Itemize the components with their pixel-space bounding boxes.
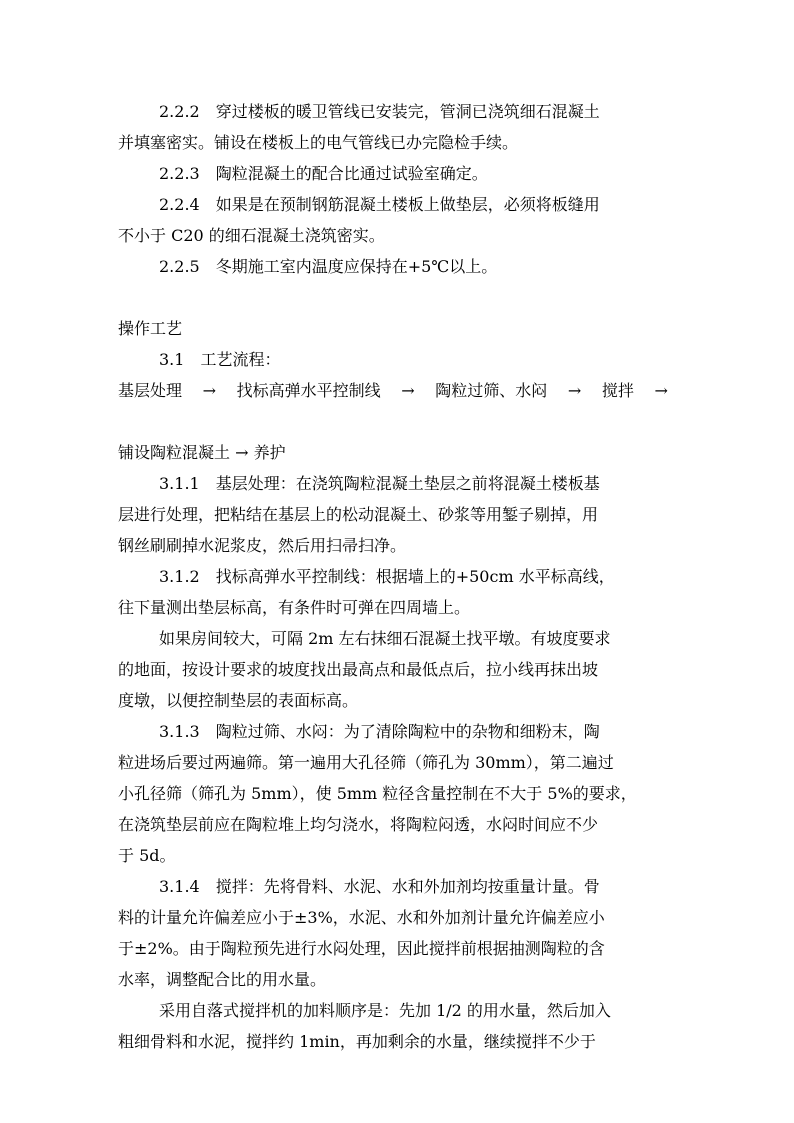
text-line: 3.1.1 基层处理：在浇筑陶粒混凝土垫层之前将混凝土楼板基 <box>159 474 600 493</box>
document-page <box>118 96 686 1057</box>
text-line: 钢丝刷刷掉水泥浆皮，然后用扫帚扫净。 <box>118 536 407 555</box>
text-line: 小孔径筛（筛孔为 5mm），使 5mm 粒径含量控制在不大于 5%的要求， <box>118 784 637 803</box>
text-line: 不小于 C20 的细石混凝土浇筑密实。 <box>118 226 385 245</box>
text-line: 在浇筑垫层前应在陶粒堆上均匀浇水，将陶粒闷透，水闷时间应不少 <box>118 815 599 834</box>
text-line: 2.2.4 如果是在预制钢筋混凝土楼板上做垫层，必须将板缝用 <box>159 195 600 214</box>
section-heading: 操作工艺 <box>118 319 183 338</box>
flow-step: 基层处理 <box>118 381 183 400</box>
text-line: 层进行处理，把粘结在基层上的松动混凝土、砂浆等用錾子剔掉，用 <box>118 505 599 524</box>
text-line: 3.1.3 陶粒过筛、水闷：为了清除陶粒中的杂物和细粉末，陶 <box>159 722 600 741</box>
flow-step: 找标高弹水平控制线 <box>236 381 381 400</box>
text-line: 采用自落式搅拌机的加料顺序是：先加 1/2 的用水量，然后加入 <box>159 1001 611 1020</box>
text-line: 的地面，按设计要求的坡度找出最高点和最低点后，拉小线再抹出坡 <box>118 660 599 679</box>
text-line: 水率，调整配合比的用水量。 <box>118 970 327 989</box>
text-line: 2.2.5 冬期施工室内温度应保持在+5℃以上。 <box>159 257 498 276</box>
text-line: 料的计量允许偏差应小于±3%，水泥、水和外加剂计量允许偏差应小 <box>118 908 605 927</box>
text-line: 往下量测出垫层标高，有条件时可弹在四周墙上。 <box>118 598 471 617</box>
process-flow-continued: 铺设陶粒混凝土 → 养护 <box>118 443 286 462</box>
flow-arrow: → <box>202 381 217 400</box>
text-line: 2.2.2 穿过楼板的暖卫管线已安装完，管洞已浇筑细石混凝土 <box>159 102 600 121</box>
text-line: 度墩，以便控制垫层的表面标高。 <box>118 691 359 710</box>
text-line: 于 5d。 <box>118 846 176 865</box>
text-line: 并填塞密实。铺设在楼板上的电气管线已办完隐检手续。 <box>118 133 519 152</box>
text-line: 2.2.3 陶粒混凝土的配合比通过试验室确定。 <box>159 164 488 183</box>
blank-line <box>118 282 686 313</box>
flow-step: 搅拌 <box>601 381 634 400</box>
text-line: 如果房间较大，可隔 2m 左右抹细石混凝土找平墩。有坡度要求 <box>159 629 611 648</box>
text-line: 粗细骨料和水泥，搅拌约 1min，再加剩余的水量，继续搅拌不少于 <box>118 1032 596 1051</box>
flow-step: 陶粒过筛、水闷 <box>435 381 548 400</box>
flow-arrow: → <box>654 381 668 400</box>
text-line: 3.1.2 找标高弹水平控制线：根据墙上的+50cm 水平标高线， <box>159 567 615 586</box>
blank-line <box>118 406 686 437</box>
text-line: 于±2%。由于陶粒预先进行水闷处理，因此搅拌前根据抽测陶粒的含 <box>118 939 605 958</box>
flow-arrow: → <box>401 381 415 400</box>
process-flow <box>118 375 668 406</box>
text-line: 3.1.4 搅拌：先将骨料、水泥、水和外加剂均按重量计量。骨 <box>159 877 600 896</box>
text-line: 粒进场后要过两遍筛。第一遍用大孔径筛（筛孔为 30mm），第二遍过 <box>118 753 614 772</box>
subsection-heading: 3.1 工艺流程： <box>159 350 281 369</box>
flow-arrow: → <box>567 381 582 400</box>
